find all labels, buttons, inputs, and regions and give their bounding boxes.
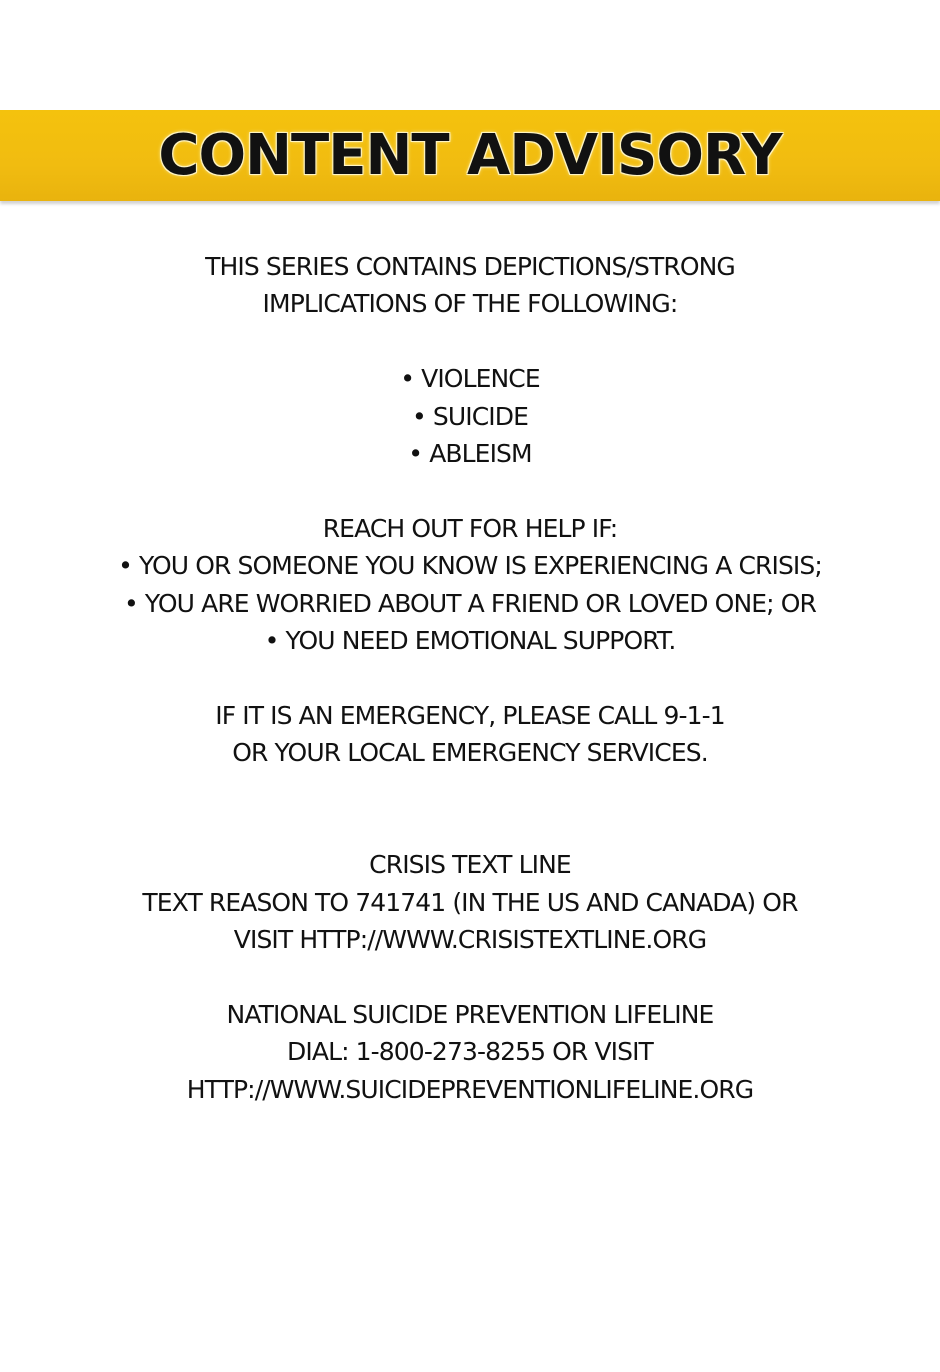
help-item: • YOU ARE WORRIED ABOUT A FRIEND OR LOVED ONE; OR	[124, 588, 816, 618]
help-item: • YOU NEED EMOTIONAL SUPPORT.	[264, 625, 676, 655]
banner-title: CONTENT ADVISORY	[158, 123, 782, 188]
emergency-line-2: OR YOUR LOCAL EMERGENCY SERVICES.	[232, 738, 708, 768]
spacer	[0, 771, 940, 808]
spacer	[0, 323, 940, 360]
lifeline-name: NATIONAL SUICIDE PREVENTION LIFELINE	[226, 999, 714, 1029]
advisory-banner	[0, 110, 940, 201]
spacer	[0, 958, 940, 995]
topic-item: • VIOLENCE	[400, 364, 540, 394]
lifeline-url: HTTP://WWW.SUICIDEPREVENTIONLIFELINE.ORG	[186, 1074, 754, 1104]
spacer	[0, 472, 940, 509]
spacer	[0, 659, 940, 696]
topic-item: • ABLEISM	[408, 438, 532, 468]
advisory-body	[0, 248, 940, 1108]
intro-line-1: THIS SERIES CONTAINS DEPICTIONS/STRONG	[205, 252, 735, 281]
help-item: • YOU OR SOMEONE YOU KNOW IS EXPERIENCING A CRISIS;	[118, 551, 822, 581]
crisis-text-line-name: CRISIS TEXT LINE	[369, 850, 571, 880]
help-heading: REACH OUT FOR HELP IF:	[322, 513, 618, 543]
topic-item: • SUICIDE	[411, 401, 528, 431]
emergency-line-1: IF IT IS AN EMERGENCY, PLEASE CALL 9-1-1	[215, 700, 725, 730]
crisis-text-line-url: VISIT HTTP://WWW.CRISISTEXTLINE.ORG	[233, 925, 707, 955]
lifeline-phone: DIAL: 1-800-273-8255 OR VISIT	[287, 1037, 653, 1067]
intro-line-2: IMPLICATIONS OF THE FOLLOWING:	[262, 289, 678, 319]
spacer	[0, 809, 940, 846]
crisis-text-line-instructions: TEXT REASON TO 741741 (IN THE US AND CANADA) OR	[142, 887, 798, 917]
